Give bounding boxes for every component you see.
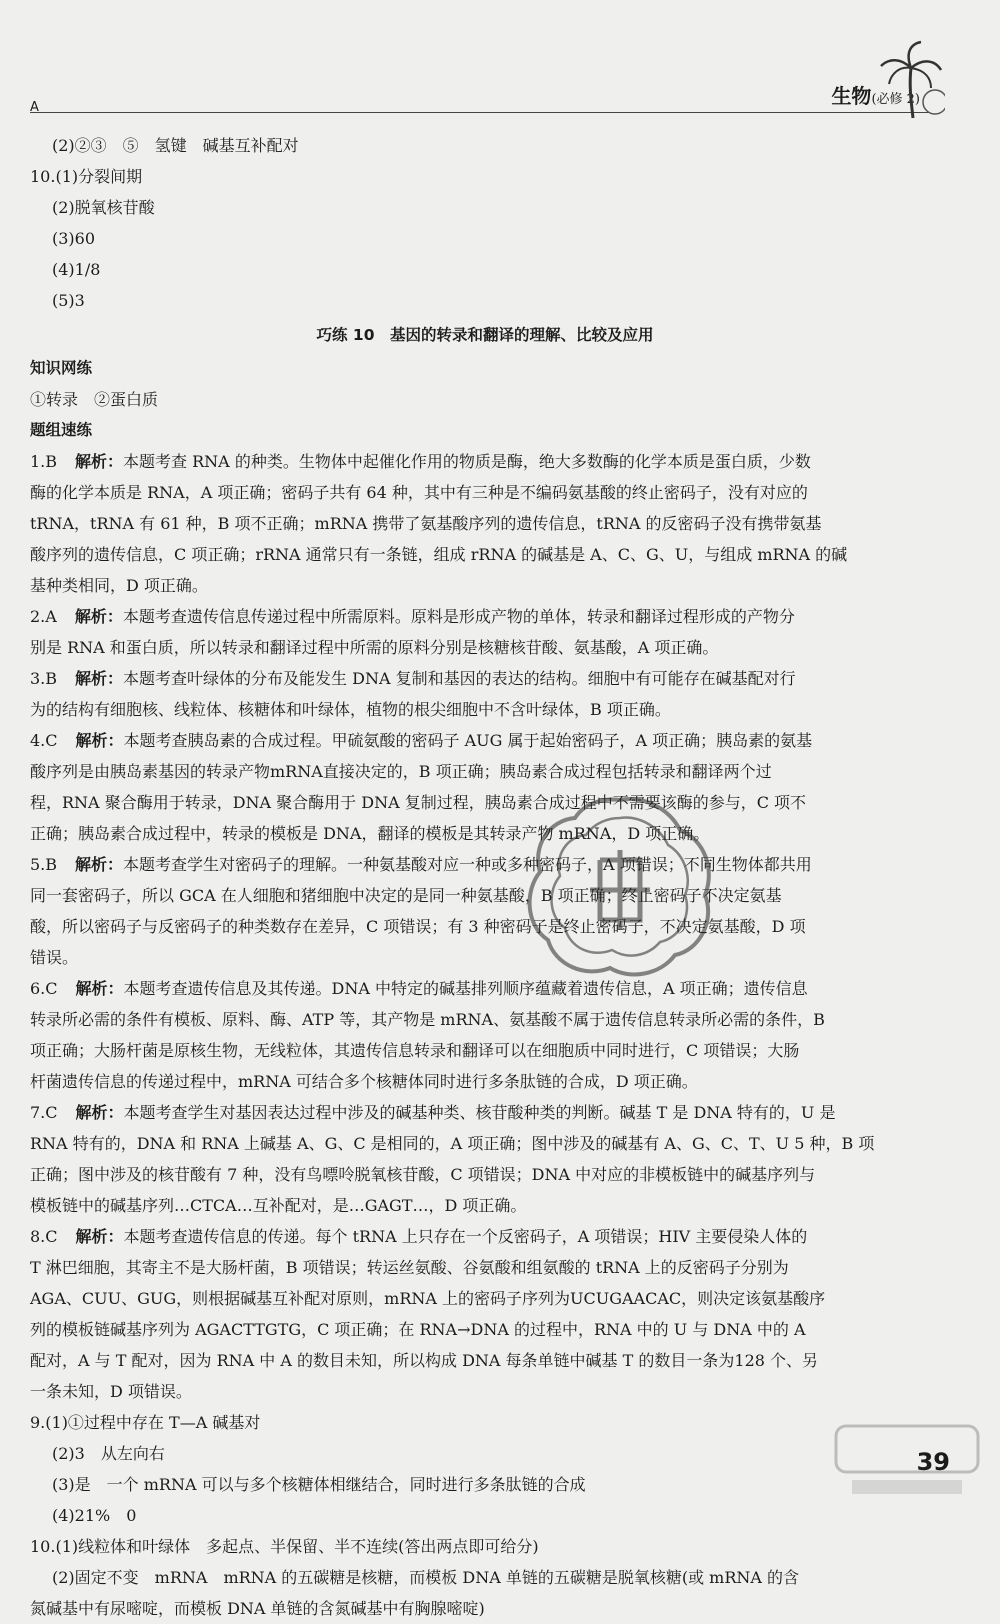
analysis-text: 转录所必需的条件有模板、原料、酶、ATP 等，其产物是 mRNA、氨基酸不属于遗传信息转录所必需的条件，B bbox=[30, 1010, 825, 1029]
content-body bbox=[30, 130, 940, 1624]
analysis-text: AGA、CUU、GUG，则根据碱基互补配对原则，mRNA 上的密码子序列为UCUGAACAC，则决定该氨基酸序 bbox=[30, 1289, 826, 1308]
answer-number: 7.C bbox=[30, 1103, 58, 1122]
answer-line bbox=[30, 1097, 940, 1128]
knowledge-answer: ①转录 ②蛋白质 bbox=[30, 390, 159, 409]
analysis-label: 解析： bbox=[74, 607, 123, 626]
analysis-label: 解析： bbox=[75, 1103, 124, 1122]
top-line: 10.(1)分裂间期 bbox=[30, 167, 143, 186]
analysis-text: 程，RNA 聚合酶用于转录，DNA 聚合酶用于 DNA 复制过程，胰岛素合成过程中不需要该酶的参与，C 项不 bbox=[30, 793, 807, 812]
answer-line bbox=[30, 694, 940, 725]
analysis-text: T 淋巴细胞，其寄主不是大肠杆菌，B 项错误；转运丝氨酸、谷氨酸和组氨酸的 tRNA 上的反密码子分别为 bbox=[30, 1258, 789, 1277]
edition-mark: A bbox=[30, 100, 39, 115]
analysis-text: 正确；胰岛素合成过程中，转录的模板是 DNA，翻译的模板是其转录产物 mRNA，D 项正确。 bbox=[30, 824, 710, 843]
analysis-text: 酶的化学本质是 RNA，A 项正确；密码子共有 64 种，其中有三种是不编码氨基酸的终止密码子，没有对应的 bbox=[30, 483, 808, 502]
analysis-text: 为的结构有细胞核、线粒体、核糖体和叶绿体，植物的根尖细胞中不含叶绿体，B 项正确。 bbox=[30, 700, 671, 719]
top-line: (4)1/8 bbox=[52, 260, 101, 279]
answer-item bbox=[30, 973, 940, 1097]
answer-item bbox=[30, 1097, 940, 1221]
analysis-text: 酸序列是由胰岛素基因的转录产物mRNA直接决定的，B 项正确；胰岛素合成过程包括转录和翻译两个过 bbox=[30, 762, 772, 781]
answer-number: 6.C bbox=[30, 979, 58, 998]
analysis-label: 解析： bbox=[75, 855, 124, 874]
answer-item bbox=[30, 849, 940, 973]
analysis-label: 解析： bbox=[75, 669, 124, 688]
answer-number: 4.C bbox=[30, 731, 58, 750]
analysis-label: 解析： bbox=[75, 452, 124, 471]
top-line: (2)②③ ⑤ 氢键 碱基互补配对 bbox=[52, 136, 299, 155]
drill-heading: 题组速练 bbox=[30, 421, 93, 439]
analysis-text: RNA 特有的，DNA 和 RNA 上碱基 A、G、C 是相同的，A 项正确；图中涉及的碱基有 A、G、C、T、U 5 种，B 项 bbox=[30, 1134, 875, 1153]
top-line: (3)60 bbox=[52, 229, 96, 248]
palm-tree-icon bbox=[875, 40, 945, 120]
analysis-text: 正确；图中涉及的核苷酸有 7 种，没有鸟嘌呤脱氧核苷酸，C 项错误；DNA 中对应的非模板链中的碱基序列与 bbox=[30, 1165, 816, 1184]
answer-line bbox=[30, 787, 940, 818]
answer-line bbox=[30, 477, 940, 508]
analysis-text: 本题考查叶绿体的分布及能发生 DNA 复制和基因的表达的结构。细胞中有可能存在碱基配对行 bbox=[123, 669, 796, 688]
analysis-label: 解析： bbox=[75, 1227, 124, 1246]
analysis-text: 错误。 bbox=[30, 948, 79, 967]
answer-line bbox=[30, 539, 940, 570]
analysis-text: 本题考查胰岛素的合成过程。甲硫氨酸的密码子 AUG 属于起始密码子，A 项正确；胰岛素的氨基 bbox=[123, 731, 813, 750]
q10-line: (2)固定不变 mRNA mRNA 的五碳糖是核糖，而模板 DNA 单链的五碳糖是脱氧核糖(或 mRNA 的含 bbox=[52, 1568, 800, 1587]
analysis-label: 解析： bbox=[75, 979, 124, 998]
q9-line: (2)3 从左向右 bbox=[52, 1444, 165, 1463]
answer-line bbox=[30, 1252, 940, 1283]
analysis-text: 本题考查学生对基因表达过程中涉及的碱基种类、核苷酸种类的判断。碱基 T 是 DNA 特有的，U 是 bbox=[123, 1103, 836, 1122]
answer-number: 1.B bbox=[30, 452, 58, 471]
answer-line bbox=[30, 849, 940, 880]
answer-number: 3.B bbox=[30, 669, 58, 688]
analysis-text: 杆菌遗传信息的传递过程中，mRNA 可结合多个核糖体同时进行多条肽链的合成，D 项正确。 bbox=[30, 1072, 698, 1091]
answer-line bbox=[30, 1283, 940, 1314]
answer-number: 8.C bbox=[30, 1227, 58, 1246]
q9-line: 9.(1)①过程中存在 T—A 碱基对 bbox=[30, 1413, 261, 1432]
answer-line bbox=[30, 1035, 940, 1066]
q9-line: (4)21% 0 bbox=[52, 1506, 137, 1525]
answer-line bbox=[30, 1004, 940, 1035]
answer-number: 5.B bbox=[30, 855, 58, 874]
analysis-text: 模板链中的碱基序列…CTCA…互补配对，是…GAGT…，D 项正确。 bbox=[30, 1196, 527, 1215]
analysis-text: tRNA，tRNA 有 61 种，B 项不正确；mRNA 携带了氨基酸序列的遗传信息，tRNA 的反密码子没有携带氨基 bbox=[30, 514, 822, 533]
answer-item bbox=[30, 725, 940, 849]
answer-line bbox=[30, 1314, 940, 1345]
answer-item bbox=[30, 601, 940, 663]
answer-line bbox=[30, 880, 940, 911]
answer-line bbox=[30, 570, 940, 601]
q10-line: 氮碱基中有尿嘧啶，而模板 DNA 单链的含氮碱基中有胸腺嘧啶) bbox=[30, 1599, 485, 1618]
analysis-text: 基种类相同，D 项正确。 bbox=[30, 576, 208, 595]
q9-line: (3)是 一个 mRNA 可以与多个核糖体相继结合，同时进行多条肽链的合成 bbox=[52, 1475, 586, 1494]
answer-line bbox=[30, 1066, 940, 1097]
analysis-text: 酸，所以密码子与反密码子的种类数存在差异，C 项错误；有 3 种密码子是终止密码子，不决定氨基酸，D 项 bbox=[30, 917, 806, 936]
answer-line bbox=[30, 725, 940, 756]
answer-line bbox=[30, 632, 940, 663]
page-number: 39 bbox=[916, 1448, 950, 1476]
analysis-label: 解析： bbox=[75, 731, 124, 750]
analysis-text: 列的模板链碱基序列为 AGACTTGTG，C 项正确；在 RNA→DNA 的过程中，RNA 中的 U 与 DNA 中的 A bbox=[30, 1320, 806, 1339]
analysis-text: 配对，A 与 T 配对，因为 RNA 中 A 的数目未知，所以构成 DNA 每条单链中碱基 T 的数目一条为128 个、另 bbox=[30, 1351, 819, 1370]
analysis-text: 本题考查 RNA 的种类。生物体中起催化作用的物质是酶，绝大多数酶的化学本质是蛋白质，少数 bbox=[123, 452, 811, 471]
subject-note: (必修 2) bbox=[871, 92, 920, 107]
subject-title: 生物 bbox=[831, 84, 872, 108]
analysis-text: 本题考查学生对密码子的理解。一种氨基酸对应一种或多种密码子，A 项错误；不同生物体都共用 bbox=[123, 855, 812, 874]
knowledge-heading: 知识网练 bbox=[30, 359, 93, 377]
answer-line bbox=[30, 1128, 940, 1159]
answer-line bbox=[30, 1376, 940, 1407]
section-title: 巧练 10 基因的转录和翻译的理解、比较及应用 bbox=[316, 326, 654, 344]
answer-items bbox=[30, 446, 940, 1407]
answer-item bbox=[30, 446, 940, 601]
analysis-text: 本题考查遗传信息及其传递。DNA 中特定的碱基排列顺序蕴藏着遗传信息，A 项正确；遗传信息 bbox=[123, 979, 808, 998]
answer-line bbox=[30, 1345, 940, 1376]
analysis-text: 同一套密码子，所以 GCA 在人细胞和猪细胞中决定的是同一种氨基酸，B 项正确；终止密码子不决定氨基 bbox=[30, 886, 782, 905]
answer-line bbox=[30, 1221, 940, 1252]
answer-line bbox=[30, 756, 940, 787]
answer-item bbox=[30, 663, 940, 725]
analysis-text: 一条未知，D 项错误。 bbox=[30, 1382, 192, 1401]
answer-line bbox=[30, 663, 940, 694]
answer-line bbox=[30, 446, 940, 477]
answer-line bbox=[30, 911, 940, 942]
answer-line bbox=[30, 973, 940, 1004]
q10-line: 10.(1)线粒体和叶绿体 多起点、半保留、半不连续(答出两点即可给分) bbox=[30, 1537, 539, 1556]
answer-line bbox=[30, 1159, 940, 1190]
top-line: (2)脱氧核苷酸 bbox=[52, 198, 155, 217]
answer-line bbox=[30, 818, 940, 849]
answer-line bbox=[30, 1190, 940, 1221]
answer-line bbox=[30, 508, 940, 539]
answer-number: 2.A bbox=[30, 607, 57, 626]
analysis-text: 本题考查遗传信息的传递。每个 tRNA 上只存在一个反密码子，A 项错误；HIV 主要侵染人体的 bbox=[123, 1227, 808, 1246]
answer-line bbox=[30, 942, 940, 973]
answer-line bbox=[30, 601, 940, 632]
header-rule bbox=[30, 112, 930, 113]
top-line: (5)3 bbox=[52, 291, 85, 310]
analysis-text: 本题考查遗传信息传递过程中所需原料。原料是形成产物的单体，转录和翻译过程形成的产物分 bbox=[122, 607, 795, 626]
answer-item bbox=[30, 1221, 940, 1407]
analysis-text: 酸序列的遗传信息，C 项正确；rRNA 通常只有一条链，组成 rRNA 的碱基是 A、C、G、U，与组成 mRNA 的碱 bbox=[30, 545, 848, 564]
analysis-text: 别是 RNA 和蛋白质，所以转录和翻译过程中所需的原料分别是核糖核苷酸、氨基酸，A 项正确。 bbox=[30, 638, 719, 657]
analysis-text: 项正确；大肠杆菌是原核生物，无线粒体，其遗传信息转录和翻译可以在细胞质中同时进行，C 项错误；大肠 bbox=[30, 1041, 800, 1060]
